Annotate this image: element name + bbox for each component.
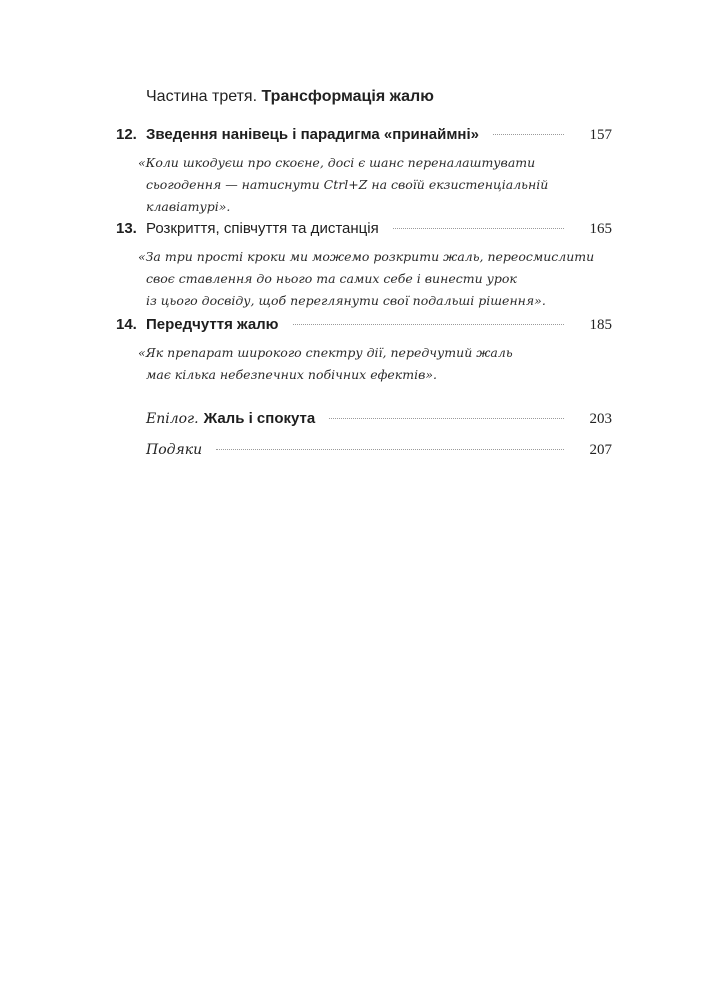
part-label: Частина третя. [146, 88, 258, 105]
toc-entry-row [116, 316, 612, 338]
epigraph-line: сьогодення — натиснути Ctrl+Z на своїй екзистенціальній [146, 177, 549, 192]
part-heading [146, 88, 434, 106]
acknowledgements-label: Подяки [146, 442, 203, 458]
page-number: 185 [589, 317, 612, 333]
chapter-number: 12. [116, 126, 137, 143]
page-number: 157 [589, 127, 612, 143]
part-title: Трансформація жалю [261, 88, 434, 105]
chapter-epigraph [138, 342, 612, 386]
chapter-epigraph [138, 152, 612, 218]
toc-entry-row [116, 220, 612, 242]
epigraph-line: «За три прості кроки ми можемо розкрити жаль, переосмислити [138, 249, 595, 264]
epilogue-title: Жаль і спокута [203, 410, 316, 427]
chapter-title: Розкриття, співчуття та дистанція [146, 220, 379, 237]
chapter-title: Зведення нанівець і парадигма «принаймні» [146, 126, 479, 143]
page-number: 207 [589, 442, 612, 458]
epigraph-line: «Як препарат широкого спектру дії, передчутий жаль [138, 345, 513, 360]
chapter-epigraph [138, 246, 612, 312]
toc-entry-acknowledgements[interactable] [146, 442, 612, 464]
epigraph-line: має кілька небезпечних побічних ефектів». [146, 367, 437, 382]
epigraph-line: «Коли шкодуєш про скоєне, досі є шанс переналаштувати [138, 155, 536, 170]
chapter-number: 13. [116, 220, 137, 237]
chapter-number: 14. [116, 316, 137, 333]
chapter-title: Передчуття жалю [146, 316, 279, 333]
dot-leader [393, 228, 564, 229]
toc-entry-chapter-14[interactable] [116, 316, 612, 386]
epigraph-line: клавіатурі». [146, 199, 231, 214]
epilogue-label: Епілог. [146, 411, 199, 427]
dot-leader [216, 449, 564, 450]
toc-entry-epilogue[interactable] [146, 410, 612, 432]
page-number: 203 [589, 411, 612, 427]
page-number: 165 [589, 221, 612, 237]
dot-leader [329, 418, 564, 419]
toc-entry-chapter-13[interactable] [116, 220, 612, 312]
epigraph-line: своє ставлення до нього та самих себе і винести урок [146, 271, 517, 286]
dot-leader [493, 134, 564, 135]
toc-entry-row [116, 126, 612, 148]
dot-leader [293, 324, 565, 325]
epigraph-line: із цього досвіду, щоб переглянути свої подальші рішення». [146, 293, 546, 308]
toc-entry-chapter-12[interactable] [116, 126, 612, 218]
